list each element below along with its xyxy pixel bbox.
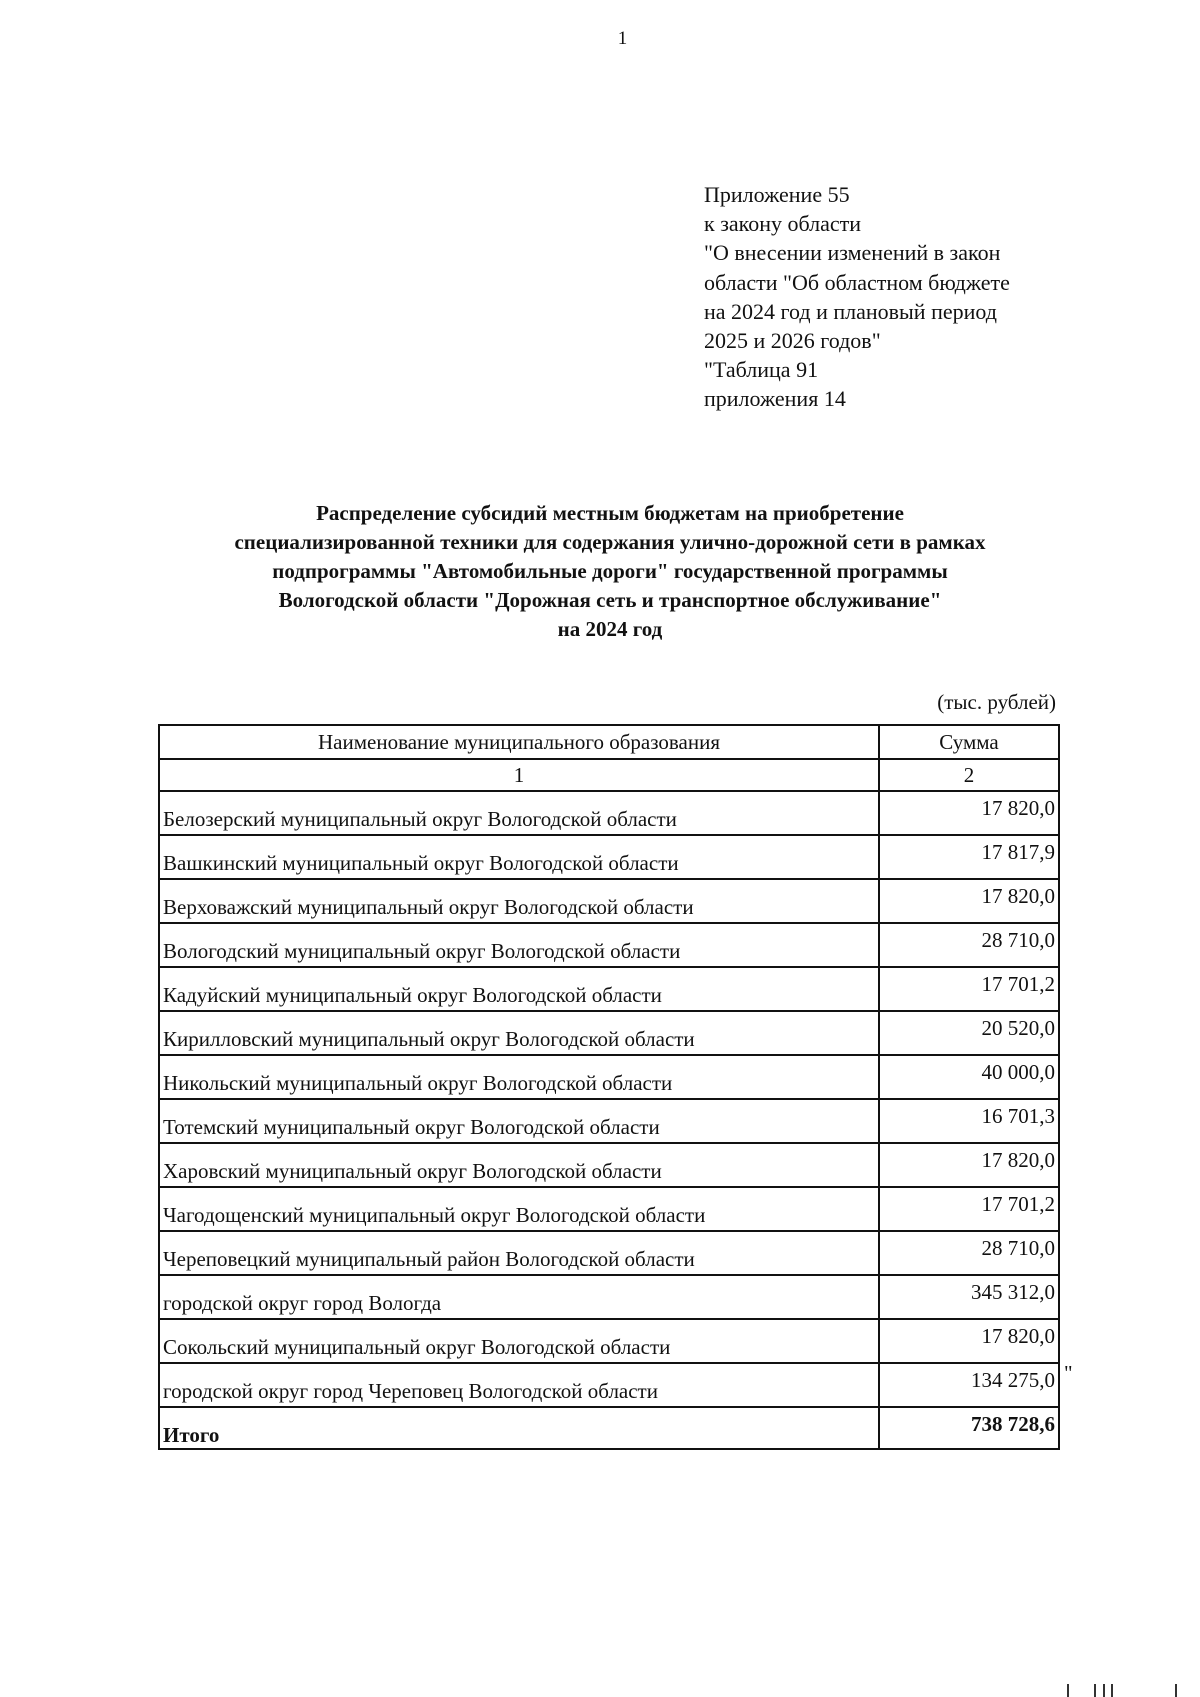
municipality-name: Верховажский муниципальный округ Вологодской области <box>159 879 879 923</box>
appendix-line: приложения 14 <box>704 386 846 412</box>
table-row <box>159 1187 1059 1231</box>
title-line: Распределение субсидий местным бюджетам на приобретение <box>316 501 904 525</box>
appendix-line: на 2024 год и плановый период <box>704 298 997 324</box>
table-row <box>159 1055 1059 1099</box>
table-row <box>159 835 1059 879</box>
municipality-name: Сокольский муниципальный округ Вологодской области <box>159 1319 879 1363</box>
table-row <box>159 1143 1059 1187</box>
appendix-line: Приложение 55 <box>704 182 850 207</box>
appendix-line: к закону области <box>704 211 862 237</box>
table-header-row <box>159 725 1059 759</box>
table-row <box>159 923 1059 967</box>
subsidy-amount: 40 000,0 <box>879 1055 1059 1099</box>
column-number: 2 <box>879 759 1059 791</box>
municipality-name: Чагодощенский муниципальный округ Вологодской области <box>159 1187 879 1231</box>
municipality-name: Кирилловский муниципальный округ Вологодской области <box>159 1011 879 1055</box>
subsidies-table <box>158 724 1060 1450</box>
title-line: Вологодской области "Дорожная сеть и транспортное обслуживание" <box>278 588 942 612</box>
subsidy-amount: 16 701,3 <box>879 1099 1059 1143</box>
municipality-name: Тотемский муниципальный округ Вологодской области <box>159 1099 879 1143</box>
table-row <box>159 879 1059 923</box>
table-row <box>159 1011 1059 1055</box>
header-name: Наименование муниципального образования <box>159 725 879 759</box>
subsidy-amount: 17 701,2 <box>879 967 1059 1011</box>
subsidy-amount: 17 820,0 <box>879 1143 1059 1187</box>
document-title <box>100 499 1120 644</box>
title-line: на 2024 год <box>557 617 663 641</box>
subsidy-amount: 28 710,0 <box>879 923 1059 967</box>
subsidy-amount: 17 820,0 <box>879 791 1059 835</box>
closing-quote: " <box>1064 1361 1073 1385</box>
title-line: специализированной техники для содержания улично-дорожной сети в рамках <box>234 530 986 554</box>
appendix-line: "О внесении изменений в закон <box>704 240 1001 266</box>
table-row <box>159 1275 1059 1319</box>
page-number: 1 <box>617 28 628 49</box>
municipality-name: Череповецкий муниципальный район Вологодской области <box>159 1231 879 1275</box>
header-sum: Сумма <box>879 725 1059 759</box>
municipality-name: Вологодский муниципальный округ Вологодской области <box>159 923 879 967</box>
municipality-name: Никольский муниципальный округ Вологодской области <box>159 1055 879 1099</box>
appendix-line: "Таблица 91 <box>704 357 819 383</box>
subsidy-amount: 20 520,0 <box>879 1011 1059 1055</box>
subsidy-amount: 17 817,9 <box>879 835 1059 879</box>
municipality-name: Вашкинский муниципальный округ Вологодской области <box>159 835 879 879</box>
municipality-name: Харовский муниципальный округ Вологодской области <box>159 1143 879 1187</box>
table-row <box>159 1231 1059 1275</box>
subsidy-amount: 28 710,0 <box>879 1231 1059 1275</box>
municipality-name: Белозерский муниципальный округ Вологодской области <box>159 791 879 835</box>
subsidy-amount: 17 701,2 <box>879 1187 1059 1231</box>
title-line: подпрограммы "Автомобильные дороги" государственной программы <box>272 559 948 583</box>
subsidy-amount: 17 820,0 <box>879 879 1059 923</box>
table-row <box>159 1363 1059 1407</box>
units-label: (тыс. рублей) <box>937 690 1056 714</box>
column-number: 1 <box>159 759 879 791</box>
total-row <box>159 1407 1059 1449</box>
appendix-line: области "Об областном бюджете <box>704 269 1010 295</box>
table-row <box>159 1319 1059 1363</box>
subsidy-amount: 134 275,0 <box>879 1363 1059 1407</box>
table-row <box>159 967 1059 1011</box>
municipality-name: Кадуйский муниципальный округ Вологодской области <box>159 967 879 1011</box>
subsidy-amount: 17 820,0 <box>879 1319 1059 1363</box>
column-number-row <box>159 759 1059 791</box>
appendix-reference <box>704 180 1064 414</box>
total-label: Итого <box>159 1407 879 1449</box>
subsidy-amount: 345 312,0 <box>879 1275 1059 1319</box>
scan-marks <box>1067 1684 1179 1697</box>
appendix-line: 2025 и 2026 годов" <box>704 328 881 354</box>
municipality-name: городской округ город Череповец Вологодской области <box>159 1363 879 1407</box>
municipality-name: городской округ город Вологда <box>159 1275 879 1319</box>
total-amount: 738 728,6 <box>879 1407 1059 1449</box>
table-row <box>159 791 1059 835</box>
table-row <box>159 1099 1059 1143</box>
